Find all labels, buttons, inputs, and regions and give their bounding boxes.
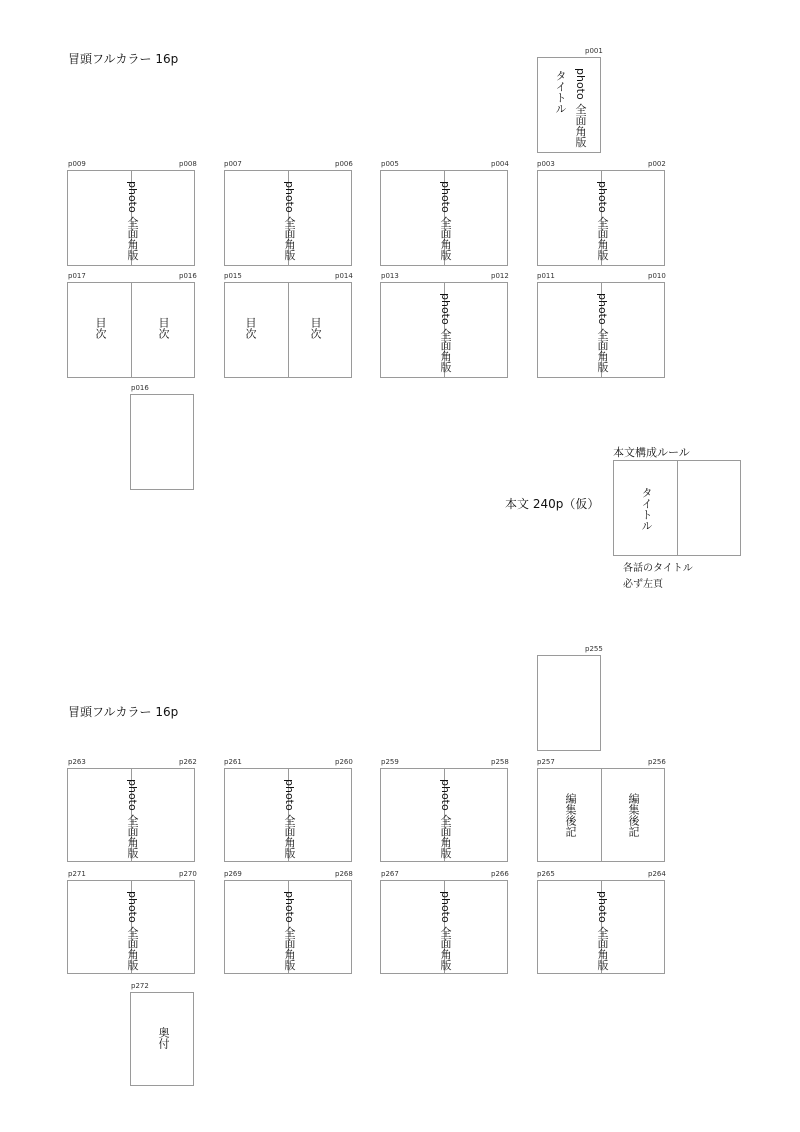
page-label-right: p262	[179, 758, 197, 766]
afterword-label-right: 編集後記	[627, 793, 640, 837]
contents-label-right: 目次	[309, 317, 322, 339]
page-label-left: p271	[68, 870, 86, 878]
page-label-left: p017	[68, 272, 86, 280]
spread-box	[67, 880, 195, 974]
page-label-left: p003	[537, 160, 555, 168]
spread-box	[537, 880, 665, 974]
page-label: p272	[131, 982, 149, 990]
page-label-left: p259	[381, 758, 399, 766]
page-label-right: p256	[648, 758, 666, 766]
contents-label-left: 目次	[244, 317, 257, 339]
single-page-box	[130, 394, 194, 490]
page-label-right: p016	[179, 272, 197, 280]
photo-label: photo 全面角版	[574, 68, 587, 148]
spread-box	[537, 170, 665, 266]
section1-heading: 冒頭フルカラー 16p	[68, 52, 179, 66]
photo-label: photo 全面角版	[126, 181, 139, 261]
spread-box	[380, 768, 508, 862]
photo-label: photo 全面角版	[126, 891, 139, 971]
spine-line	[131, 283, 132, 377]
section2-heading: 冒頭フルカラー 16p	[68, 705, 179, 719]
page-label-right: p270	[179, 870, 197, 878]
spread-box	[224, 768, 352, 862]
page-label-left: p009	[68, 160, 86, 168]
photo-label: photo 全面角版	[126, 779, 139, 859]
page-label-right: p014	[335, 272, 353, 280]
title-label: タイトル	[640, 487, 653, 531]
page-label-right: p010	[648, 272, 666, 280]
page-label-left: p257	[537, 758, 555, 766]
page-label-left: p269	[224, 870, 242, 878]
spread-box	[537, 282, 665, 378]
rule-spread-box	[613, 460, 741, 556]
spread-box	[67, 170, 195, 266]
page-label-right: p008	[179, 160, 197, 168]
photo-label: photo 全面角版	[596, 181, 609, 261]
single-page-box	[537, 655, 601, 751]
photo-label: photo 全面角版	[283, 181, 296, 261]
page-label-right: p002	[648, 160, 666, 168]
photo-label: photo 全面角版	[439, 891, 452, 971]
contents-label-right: 目次	[157, 317, 170, 339]
spine-line	[677, 461, 678, 555]
rule-title: 本文構成ルール	[613, 446, 690, 459]
spread-box	[380, 282, 508, 378]
photo-label: photo 全面角版	[283, 779, 296, 859]
rule-note-line2: 必ず左頁	[623, 579, 663, 590]
photo-label: photo 全面角版	[283, 891, 296, 971]
spread-box	[380, 170, 508, 266]
afterword-label-left: 編集後記	[564, 793, 577, 837]
photo-label: photo 全面角版	[596, 293, 609, 373]
contents-label-left: 目次	[94, 317, 107, 339]
spine-line	[601, 769, 602, 861]
page-label: p001	[585, 47, 603, 55]
spread-box	[224, 170, 352, 266]
spine-line	[288, 283, 289, 377]
page-label-left: p007	[224, 160, 242, 168]
photo-label: photo 全面角版	[439, 293, 452, 373]
page-label-right: p004	[491, 160, 509, 168]
single-page-box	[130, 992, 194, 1086]
page-label-left: p005	[381, 160, 399, 168]
photo-label: photo 全面角版	[596, 891, 609, 971]
rule-note-line1: 各話のタイトル	[623, 563, 693, 574]
spread-box	[537, 768, 665, 862]
photo-label: photo 全面角版	[439, 181, 452, 261]
page-label-left: p263	[68, 758, 86, 766]
page-label: p016	[131, 384, 149, 392]
page-label-right: p260	[335, 758, 353, 766]
spread-box	[67, 282, 195, 378]
colophon-label: 奥付	[157, 1027, 170, 1049]
page-label-left: p261	[224, 758, 242, 766]
spread-box	[380, 880, 508, 974]
page-label-right: p012	[491, 272, 509, 280]
spread-box	[224, 282, 352, 378]
page-label-left: p267	[381, 870, 399, 878]
page-label-right: p266	[491, 870, 509, 878]
page-label-right: p268	[335, 870, 353, 878]
page-label-right: p264	[648, 870, 666, 878]
page-label-left: p015	[224, 272, 242, 280]
body-main-label: 本文 240p（仮）	[505, 497, 600, 511]
title-label: タイトル	[554, 70, 567, 114]
photo-label: photo 全面角版	[439, 779, 452, 859]
page-label-right: p006	[335, 160, 353, 168]
page-label-left: p011	[537, 272, 555, 280]
page-label-left: p265	[537, 870, 555, 878]
spread-box	[67, 768, 195, 862]
spread-box	[224, 880, 352, 974]
single-page-box	[537, 57, 601, 153]
page-label: p255	[585, 645, 603, 653]
page-label-right: p258	[491, 758, 509, 766]
page-label-left: p013	[381, 272, 399, 280]
